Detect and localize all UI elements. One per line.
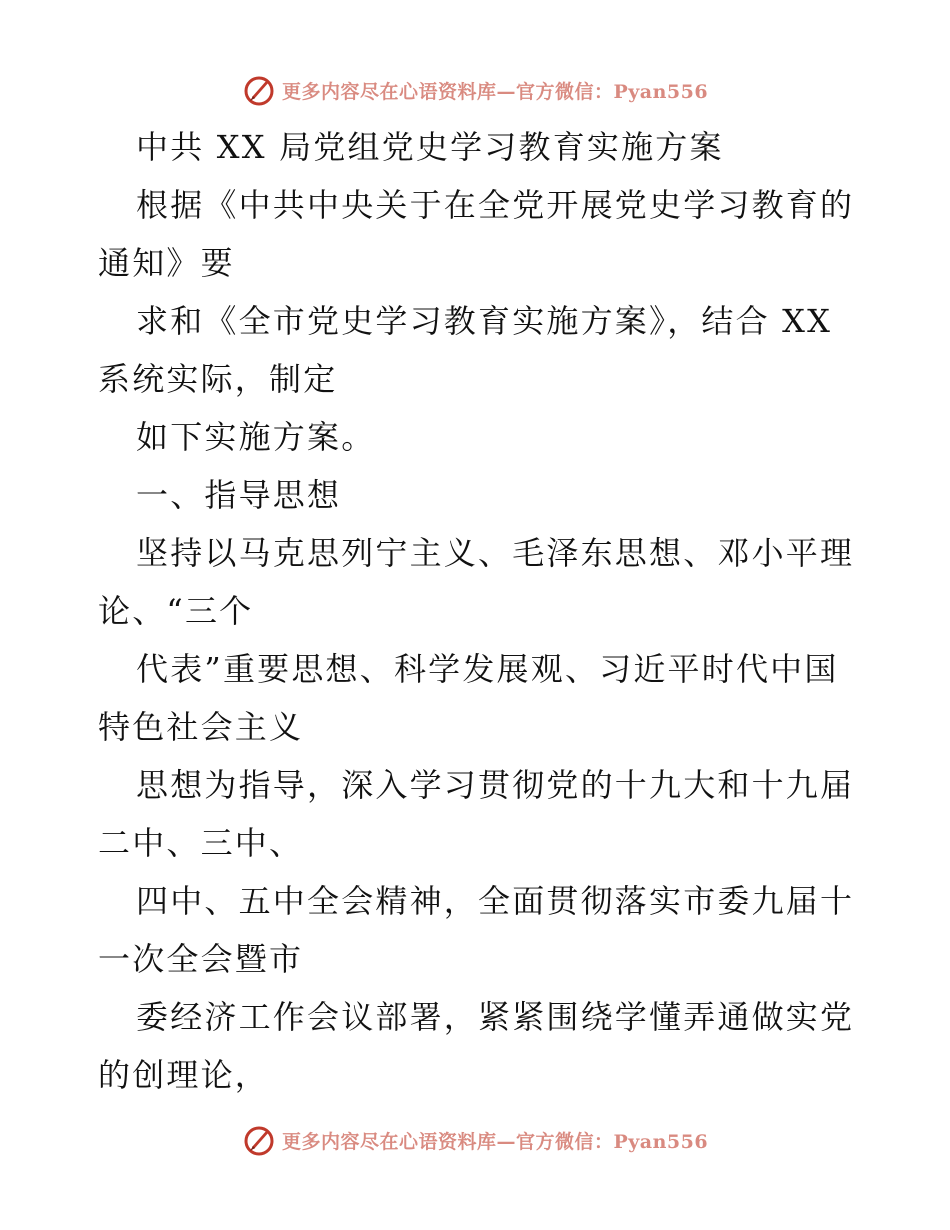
footer-watermark xyxy=(0,1120,950,1160)
text-line: 二中、三中、 xyxy=(98,824,304,862)
text-line: 一次全会暨市 xyxy=(98,940,304,978)
text-line: 通知》要 xyxy=(98,244,235,282)
text-line: 坚持以马克思列宁主义、毛泽东思想、邓小平理 xyxy=(136,534,855,572)
text-line: 特色社会主义 xyxy=(98,708,304,746)
text-line: 根据《中共中央关于在全党开展党史学习教育的 xyxy=(136,186,855,224)
text-line: 求和《全市党史学习教育实施方案》，结合 XX xyxy=(136,302,833,340)
header-watermark xyxy=(0,70,950,110)
text-line: 中共 XX 局党组党史学习教育实施方案 xyxy=(136,128,724,166)
text-line: 的创理论， xyxy=(98,1056,270,1094)
text-line: 四中、五中全会精神，全面贯彻落实市委九届十 xyxy=(136,882,855,920)
watermark-text: 更多内容尽在心语资料库—官方微信：Pyan556 xyxy=(281,80,709,103)
document-body xyxy=(98,118,868,1104)
text-line: 一、指导思想 xyxy=(136,476,342,514)
text-line: 论、“三个 xyxy=(98,592,254,630)
text-line: 系统实际，制定 xyxy=(98,360,338,398)
text-line: 如下实施方案。 xyxy=(136,418,376,456)
watermark-text: 更多内容尽在心语资料库—官方微信：Pyan556 xyxy=(281,1130,709,1153)
text-line: 委经济工作会议部署，紧紧围绕学懂弄通做实党 xyxy=(136,998,855,1036)
quill-pen-circle-logo-icon xyxy=(242,1123,276,1157)
quill-pen-circle-logo-icon xyxy=(242,73,276,107)
text-line: 代表”重要思想、科学发展观、习近平时代中国 xyxy=(136,650,839,688)
text-line: 思想为指导，深入学习贯彻党的十九大和十九届 xyxy=(136,766,855,804)
